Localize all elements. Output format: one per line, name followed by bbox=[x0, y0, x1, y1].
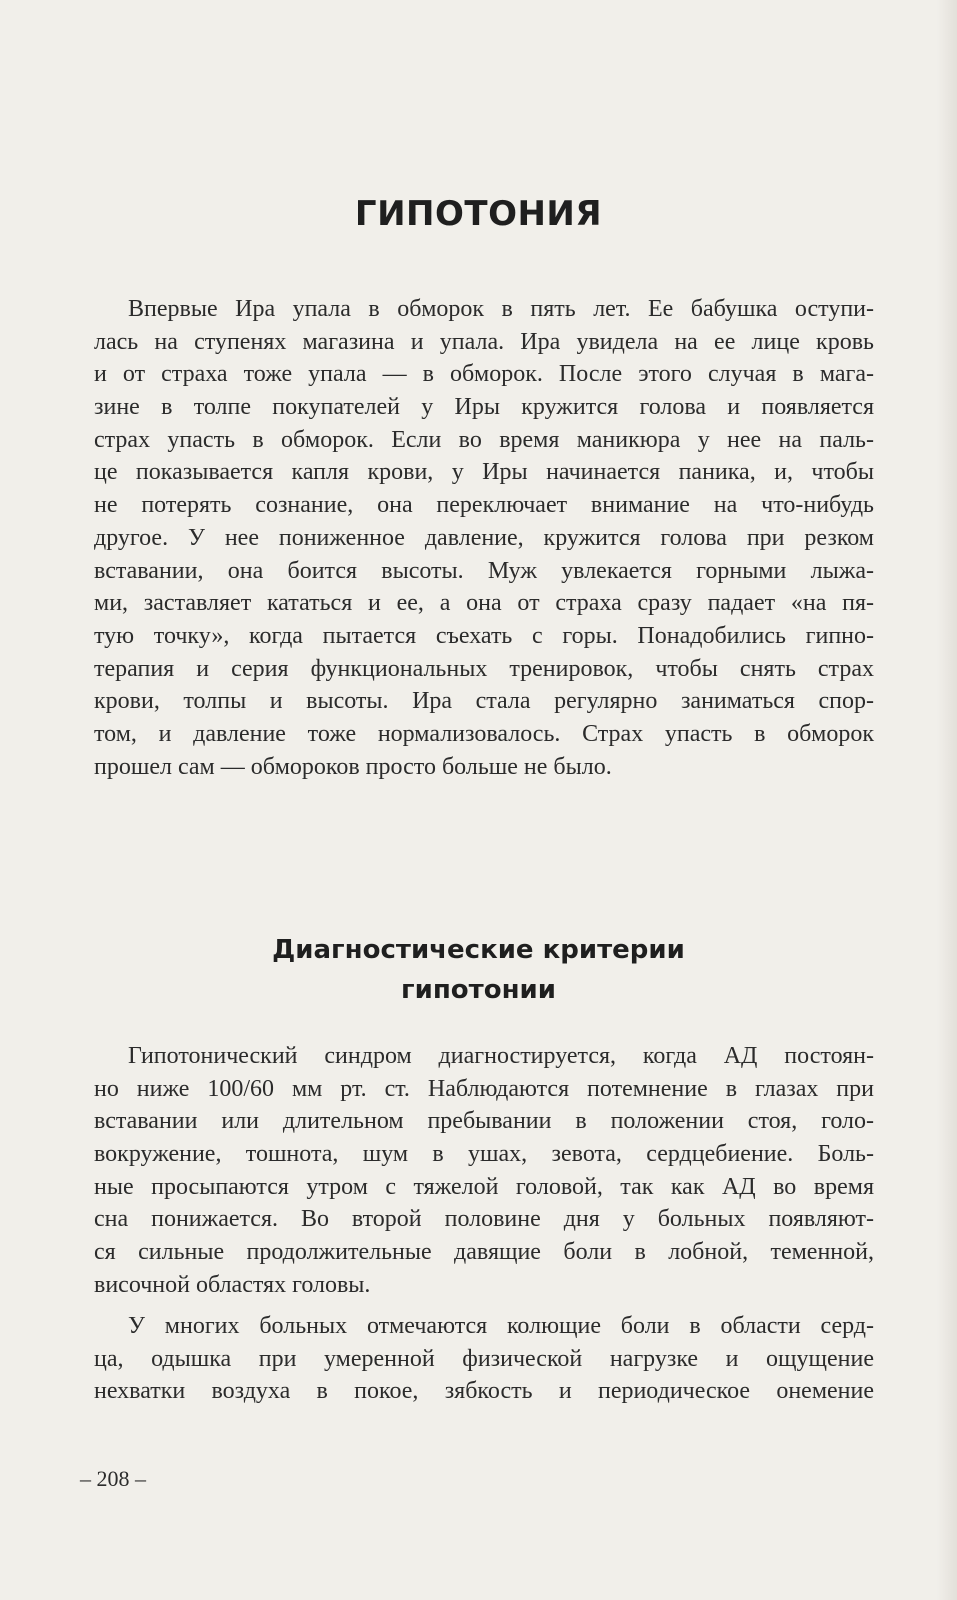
text-line: нехватки воздуха в покое, зябкость и периодическое онемение bbox=[94, 1378, 874, 1405]
text-line: сна понижается. Во второй половине дня у больных появляют- bbox=[94, 1206, 874, 1233]
text-line: и от страха тоже упала — в обморок. После этого случая в мага- bbox=[94, 361, 874, 388]
section-heading-line-2: гипотонии bbox=[401, 975, 556, 1005]
text-line: ми, заставляет кататься и ее, а она от страха сразу падает «на пя- bbox=[94, 590, 874, 617]
text-line: ца, одышка при умеренной физической нагрузке и ощущение bbox=[94, 1345, 874, 1372]
text-line: У многих больных отмечаются колющие боли в области серд- bbox=[128, 1313, 874, 1339]
text-line: вставании или длительном пребывании в положении стоя, голо- bbox=[94, 1108, 874, 1135]
text-line: це показывается капля крови, у Иры начинается паника, и, чтобы bbox=[94, 459, 874, 486]
text-line: страх упасть в обморок. Если во время маникюра у нее на паль- bbox=[94, 426, 874, 453]
page-edge-shadow bbox=[937, 0, 957, 1600]
text-line: лась на ступенях магазина и упала. Ира увидела на ее лице кровь bbox=[94, 328, 874, 355]
text-line: другое. У нее пониженное давление, кружится голова при резком bbox=[94, 524, 874, 551]
text-line: вокружение, тошнота, шум в ушах, зевота, сердцебиение. Боль- bbox=[94, 1141, 874, 1168]
text-line: вставании, она боится высоты. Муж увлекается горными лыжа- bbox=[94, 557, 874, 584]
text-line: височной областях головы. bbox=[94, 1271, 371, 1298]
text-line: тую точку», когда пытается съехать с горы. Понадобились гипно- bbox=[94, 622, 874, 649]
text-line: крови, толпы и высоты. Ира стала регулярно заниматься спор- bbox=[94, 688, 874, 715]
text-line: Впервые Ира упала в обморок в пять лет. Ее бабушка оступи- bbox=[128, 296, 874, 322]
text-line: том, и давление тоже нормализовалось. Страх упасть в обморок bbox=[94, 720, 874, 747]
diagnosis-paragraph bbox=[94, 1040, 874, 1302]
page-number: – 208 – bbox=[80, 1466, 146, 1491]
section-heading-line-1: Диагностические критерии bbox=[272, 935, 685, 965]
text-line: прошел сам — обмороков просто больше не было. bbox=[94, 753, 612, 780]
text-line: не потерять сознание, она переключает внимание на что-нибудь bbox=[94, 492, 874, 519]
text-line: ные просыпаются утром с тяжелой головой, так как АД во время bbox=[94, 1173, 874, 1200]
text-line: зине в толпе покупателей у Иры кружится голова и появляется bbox=[94, 394, 874, 421]
text-line: терапия и серия функциональных тренировок, чтобы снять страх bbox=[94, 655, 874, 682]
chapter-title: ГИПОТОНИЯ bbox=[354, 194, 603, 234]
story-paragraph bbox=[94, 293, 874, 783]
symptoms-paragraph bbox=[94, 1310, 874, 1408]
text-line: Гипотонический синдром диагностируется, когда АД постоян- bbox=[128, 1043, 874, 1069]
text-line: но ниже 100/60 мм рт. ст. Наблюдаются потемнение в глазах при bbox=[94, 1075, 874, 1102]
text-line: ся сильные продолжительные давящие боли в лобной, теменной, bbox=[94, 1239, 874, 1266]
